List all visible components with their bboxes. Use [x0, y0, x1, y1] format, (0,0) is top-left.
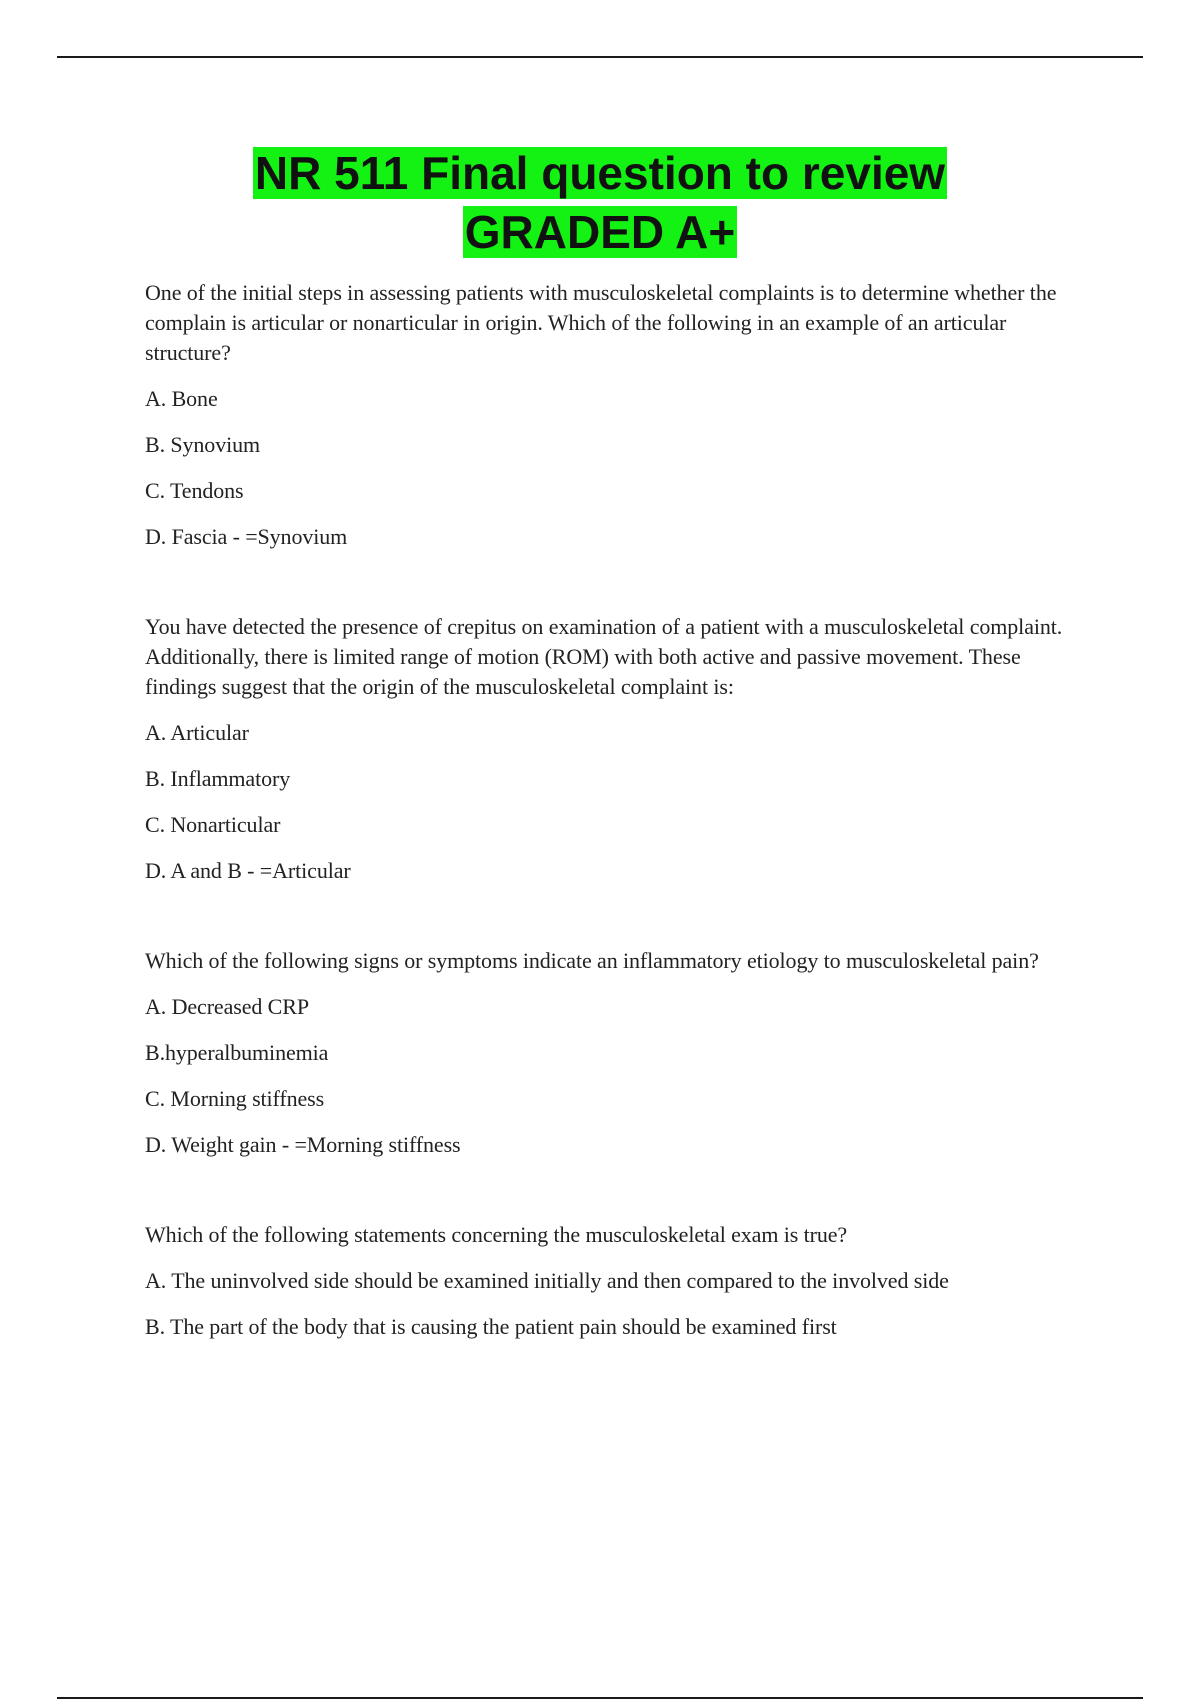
title-line-2: GRADED A+ — [464, 206, 736, 258]
answer-option: B. Inflammatory — [145, 766, 291, 791]
page-title — [0, 144, 1200, 262]
title-line-1: NR 511 Final question to review — [254, 147, 946, 199]
answer-option: D. A and B - =Articular — [145, 858, 351, 883]
answer-option: B. Synovium — [145, 432, 261, 457]
answer-option: C. Nonarticular — [145, 812, 281, 837]
question-text: Which of the following statements concerning the musculoskeletal exam is true? — [145, 1222, 848, 1247]
answer-option: D. Fascia - =Synovium — [145, 524, 348, 549]
question-text: One of the initial steps in assessing patients with musculoskeletal complaints is to determine whether the complain is articular or nonarticular in origin. Which of the following in an example of an articular structure? — [145, 280, 1057, 365]
bottom-rule — [57, 1697, 1143, 1699]
top-rule — [57, 56, 1143, 58]
answer-option: A. Bone — [145, 386, 218, 411]
answer-option: B.hyperalbuminemia — [145, 1040, 329, 1065]
question-text: Which of the following signs or symptoms indicate an inflammatory etiology to musculoskeletal pain? — [145, 948, 1039, 973]
document-body — [145, 278, 1095, 1402]
answer-option: A. Decreased CRP — [145, 994, 309, 1019]
answer-option: A. The uninvolved side should be examined initially and then compared to the involved side — [145, 1268, 949, 1293]
answer-option: A. Articular — [145, 720, 249, 745]
question-1 — [145, 278, 1095, 552]
question-4 — [145, 1220, 1095, 1342]
answer-option: B. The part of the body that is causing the patient pain should be examined first — [145, 1314, 837, 1339]
question-2 — [145, 612, 1095, 886]
answer-option: C. Tendons — [145, 478, 244, 503]
question-text: You have detected the presence of crepitus on examination of a patient with a musculoskeletal complaint. Additionally, there is limited range of motion (ROM) with both active and passive movement. These findings suggest that the origin of the musculoskeletal complaint is: — [145, 614, 1063, 699]
question-3 — [145, 946, 1095, 1160]
answer-option: D. Weight gain - =Morning stiffness — [145, 1132, 461, 1157]
answer-option: C. Morning stiffness — [145, 1086, 325, 1111]
